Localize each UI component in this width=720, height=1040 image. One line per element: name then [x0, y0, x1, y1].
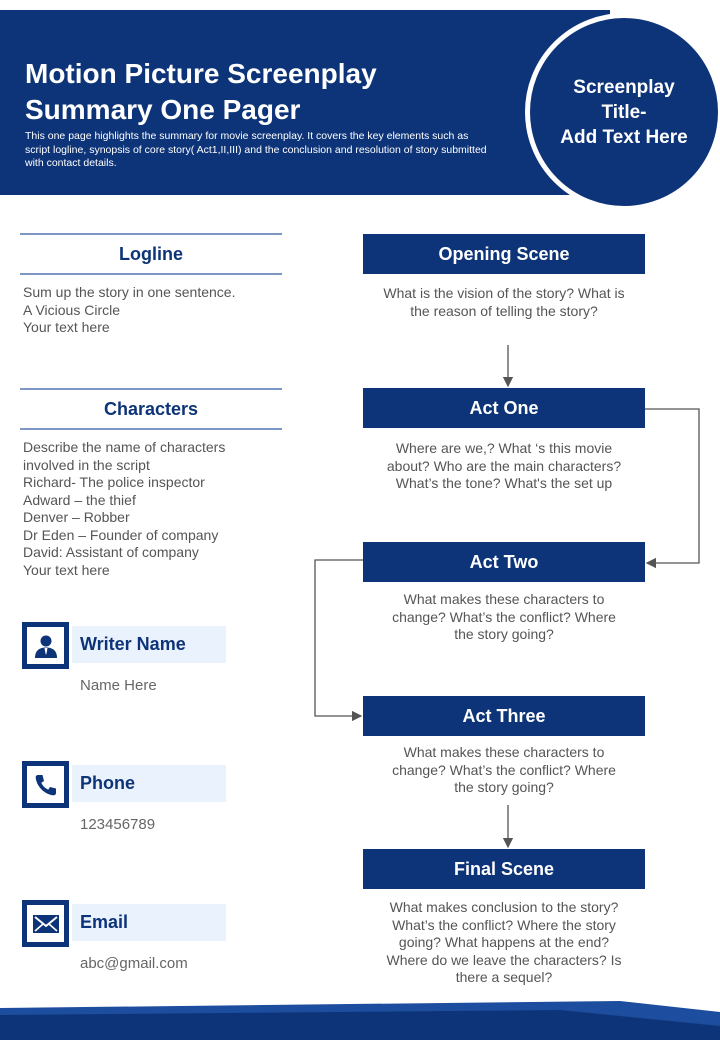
circle-text-line: Title- — [601, 101, 647, 123]
writer-name-value: Name Here — [80, 677, 157, 694]
act-one-text: Where are we,? What ‘s this movie about? Who are the main characters? What’s the tone? What's the set up — [386, 440, 622, 491]
act-three-text: What makes these characters to change? What’s the conflict? Where the story going? — [392, 744, 616, 795]
circle-text-line: Add Text Here — [560, 126, 688, 148]
act-two-text: What makes these characters to change? What’s the conflict? Where the story going? — [392, 591, 616, 642]
opening-scene-text: What is the vision of the story? What is the reason of telling the story? — [383, 285, 625, 319]
characters-heading: Characters — [20, 388, 282, 430]
phone-label: Phone — [72, 765, 226, 802]
act-two-box: Act Two — [363, 542, 645, 582]
page-subtitle: This one page highlights the summary for movie screenplay. It covers the key elements such as script logline, synopsis of core story( Act1,II,III) and the conclusion and resolution of story submitted with contact details. — [25, 130, 487, 169]
phone-value[interactable]: 123456789 — [80, 816, 156, 833]
circle-text-line: Screenplay — [573, 76, 675, 98]
opening-scene-box: Opening Scene — [363, 234, 645, 274]
final-scene-text: What makes conclusion to the story? What’s the conflict? Where the story going? What happens at the end? Where do we leave the characters? Is there a sequel? — [386, 899, 622, 985]
email-value[interactable]: abc@gmail.com — [80, 955, 188, 972]
act-one-box: Act One — [363, 388, 645, 428]
act-three-box: Act Three — [363, 696, 645, 736]
arrow-act-one-to-act-two — [645, 409, 699, 563]
email-label: Email — [72, 904, 226, 941]
logline-text: Sum up the story in one sentence. A Vicious Circle Your text here — [23, 284, 236, 335]
page-title: Motion Picture Screenplay Summary One Pager — [25, 58, 377, 125]
writer-name-label: Writer Name — [72, 626, 226, 663]
final-scene-box: Final Scene — [363, 849, 645, 889]
footer-banner — [0, 998, 720, 1040]
characters-text: Describe the name of characters involved in the script Richard- The police inspector Adward – the thief Denver – Robber Dr Eden – Founder of company David: Assistant of company Your text here — [23, 439, 226, 578]
logline-heading: Logline — [20, 233, 282, 275]
arrow-act-two-to-act-three — [315, 560, 363, 716]
